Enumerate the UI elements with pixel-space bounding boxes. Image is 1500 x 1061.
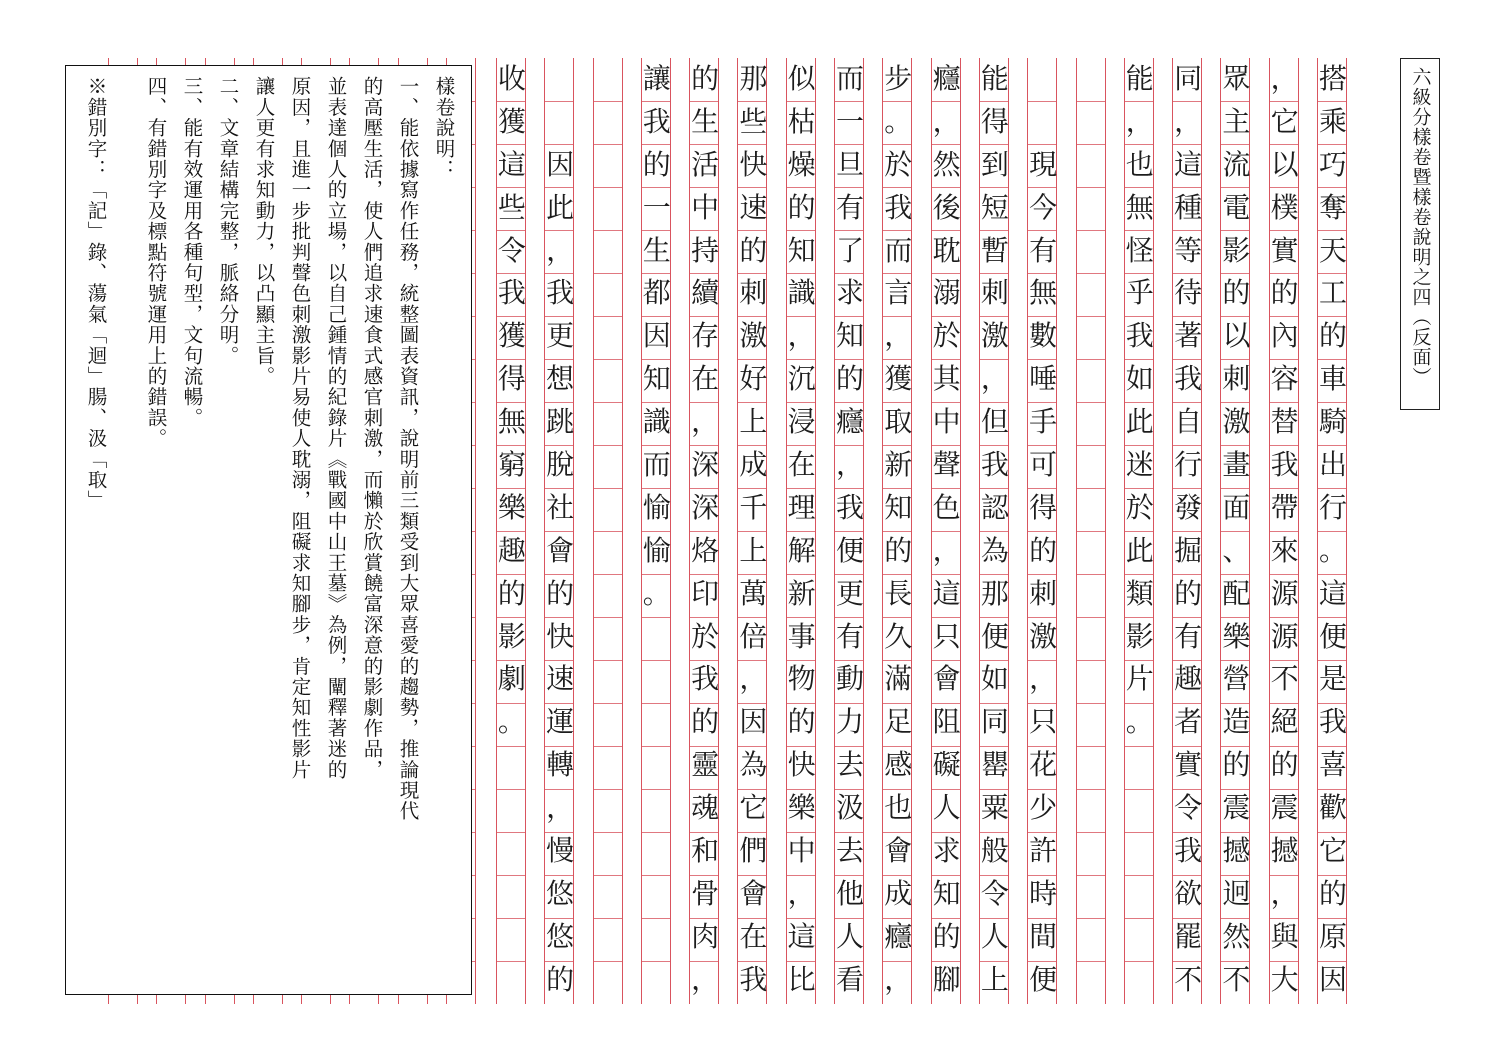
grid-column [1027,58,1057,1004]
grid-column [979,58,1009,1004]
essay-column-text: 現 今 有 無 數 唾 手 可 得 的 刺 激 ， 只 花 少 許 時 間 便 [1029,147,1058,996]
essay-column-text: 的 生 活 中 持 續 存 在 ， 深 深 烙 印 於 我 的 靈 魂 和 骨 肉 ， [691,62,720,996]
grid-column [1172,58,1202,1004]
essay-column-text: 收 獲 這 些 令 我 獲 得 無 窮 樂 趣 的 影 劇 。 [497,62,526,739]
essay-column-text: 似 枯 燥 的 知 識 ， 沉 浸 在 理 解 新 事 物 的 快 樂 中 ， 這 比 [787,62,816,996]
grid-column [834,58,864,1004]
essay-column-text: 同 ， 這 種 等 待 著 我 自 行 發 掘 的 有 趣 者 實 令 我 欲 罷 不 [1174,62,1203,996]
explanation-box [65,65,472,995]
grid-column [544,58,574,1004]
grid-column [593,58,623,1004]
explanation-heading: 樣卷說明： [432,76,456,180]
grid-column [496,58,526,1004]
grid-column [1220,58,1250,1004]
grid-column [786,58,816,1004]
manuscript-grid [477,58,1347,1004]
essay-column-text: 讓 我 的 一 生 都 因 知 識 而 愉 愉 。 [642,62,671,610]
grid-column [1124,58,1154,1004]
essay-column-text: 眾 主 流 電 影 的 以 刺 激 畫 面 、 配 樂 營 造 的 震 撼 迥 然 不 [1222,62,1251,996]
explanation-line: 的高壓生活，使人們追求速食式感官刺激，而懶於欣賞饒富深意的影劇作品， [360,76,384,780]
essay-column-text: ， 它 以 樸 實 的 內 容 替 我 帶 來 源 源 不 絕 的 震 撼 ， 與 大 [1270,62,1299,996]
grid-column [882,58,912,1004]
essay-column-text: 癮 ， 然 後 耽 溺 於 其 中 聲 色 ， 這 只 會 阻 礙 人 求 知 的 腳 [932,62,961,996]
grid-column [1317,58,1347,1004]
essay-column-text: 而 一 旦 有 了 求 知 的 癮 ， 我 便 更 有 動 力 去 汲 去 他 人 看 [835,62,864,996]
explanation-line: 三、能有效運用各種句型，文句流暢。 [180,76,204,428]
explanation-typo-note: ※錯別字：「記」錄、蕩氣「迴」腸、汲「取」 [84,76,108,511]
grid-column [1076,58,1106,1004]
page-title-box [1400,58,1440,410]
explanation-line: 原因，且進一步批判聲色刺激影片易使人耽溺，阻礙求知腳步，肯定知性影片 [288,76,312,780]
explanation-line: 讓人更有求知動力，以凸顯主旨。 [252,76,276,387]
explanation-line: 二、文章結構完整，脈絡分明。 [216,76,240,366]
explanation-line: 並表達個人的立場，以自己鍾情的紀錄片《戰國中山王墓》為例，闡釋著迷的 [324,76,348,780]
essay-column-text: 能 得 到 短 暫 刺 激 ， 但 我 認 為 那 便 如 同 罌 粟 般 令 人 上 [980,62,1009,996]
grid-column [689,58,719,1004]
essay-column-text: 因 此 ， 我 更 想 跳 脫 社 會 的 快 速 運 轉 ， 慢 悠 悠 的 [546,147,575,996]
essay-column-text: 搭 乘 巧 奪 天 工 的 車 騎 出 行 。 這 便 是 我 喜 歡 它 的 原 因 [1318,62,1347,996]
essay-column-text: 步 。 於 我 而 言 ， 獲 取 新 知 的 長 久 滿 足 感 也 會 成 癮 ， [884,62,913,996]
essay-column-text: 那 些 快 速 的 刺 激 好 上 成 千 上 萬 倍 ， 因 為 它 們 會 在 我 [739,62,768,996]
page-title: 六級分樣卷暨樣卷說明之四（反面） [1409,67,1432,387]
grid-column [737,58,767,1004]
grid-column [641,58,671,1004]
grid-column [931,58,961,1004]
explanation-line: 四、有錯別字及標點符號運用上的錯誤。 [144,76,168,449]
explanation-line: 一、能依據寫作任務，統整圖表資訊，說明前三類受到大眾喜愛的趨勢，推論現代 [396,76,420,822]
grid-column [1269,58,1299,1004]
essay-column-text: 能 ， 也 無 怪 乎 我 如 此 迷 於 此 類 影 片 。 [1125,62,1154,739]
